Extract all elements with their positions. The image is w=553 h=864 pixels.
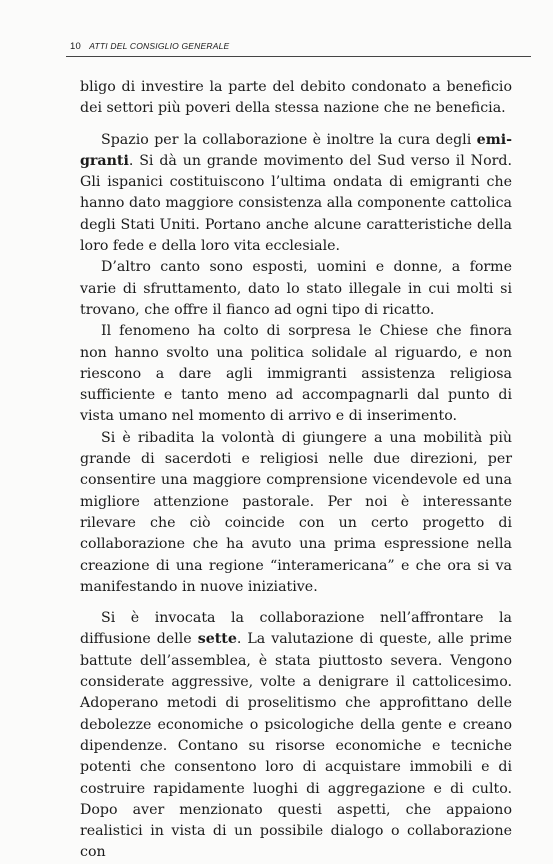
- paragraph-6: [80, 608, 512, 864]
- paragraph-text: . La valutazione di queste, alle prime battute dell’assemblea, è stata piuttosto severa. Vengono considerate aggressive, volte a denigrare il cattolicesimo. Adoperano metodi di proselitismo che approfittano delle debolezze economiche o psicologiche della gente e creano dipendenze. Contano su risorse economiche e tecniche potenti che consentono loro di acquistare immobili e di costruire rapidamente luoghi di aggregazione e di culto. Dopo aver menzionato questi aspetti, che appaiono realistici in vista di un possibile dialogo o collaborazione con: [80, 631, 512, 861]
- paragraph-2: [80, 130, 512, 258]
- emphasis-emigranti: emigranti: [80, 131, 512, 169]
- running-title: ATTI DEL CONSIGLIO GENERALE: [89, 41, 230, 51]
- page-number: 10: [70, 41, 81, 52]
- header-rule: [66, 56, 531, 57]
- paragraph-text: . Si dà un grande movimento del Sud verso il Nord. Gli ispanici costituiscono l’ultima ondata di emigranti che hanno dato maggiore consistenza alla componente cattolica degli Stati Uniti. Portano anche alcune caratteristiche della loro fede e della loro vita ecclesiale.: [80, 152, 512, 255]
- paragraph-text: bligo di investire la parte del debito condonato a beneficio dei settori più poveri della stessa nazione che ne beneficia.: [80, 79, 512, 117]
- paragraph-text: Spazio per la collaborazione è inoltre la cura degli: [101, 131, 477, 148]
- paragraph-5: [80, 428, 512, 598]
- paragraph-1: [80, 77, 512, 120]
- paragraph-text: D’altro canto sono esposti, uomini e donne, a forme varie di sfruttamento, dato lo stato illegale in cui molti si trovano, che offre il fianco ad ogni tipo di ricatto.: [80, 259, 512, 318]
- paragraph-3: [80, 257, 512, 321]
- emphasis-sette: sette: [197, 631, 237, 648]
- body-text: [80, 77, 512, 864]
- paragraph-4: [80, 321, 512, 427]
- paragraph-text: Si è ribadita la volontà di giungere a una mobilità più grande di sacerdoti e religiosi nelle due direzioni, per consentire una maggiore comprensione vicendevole ed una migliore attenzione pastorale. Per noi è interessante rilevare che ciò coincide con un certo progetto di collaborazione che ha avuto una prima espressione nella creazione di una regione “interamericana” e che ora si va manifestando in nuove iniziative.: [80, 429, 512, 595]
- paragraph-text: Si è invocata la collaborazione nell’affrontare la diffusione delle: [80, 610, 512, 648]
- paragraph-text: Il fenomeno ha colto di sorpresa le Chiese che finora non hanno svolto una politica solidale al riguardo, e non riescono a dare agli immigranti assistenza religiosa sufficiente e tanto meno ad accompagnarli dal punto di vista umano nel momento di arrivo e di inserimento.: [80, 323, 512, 425]
- running-header: [70, 41, 479, 55]
